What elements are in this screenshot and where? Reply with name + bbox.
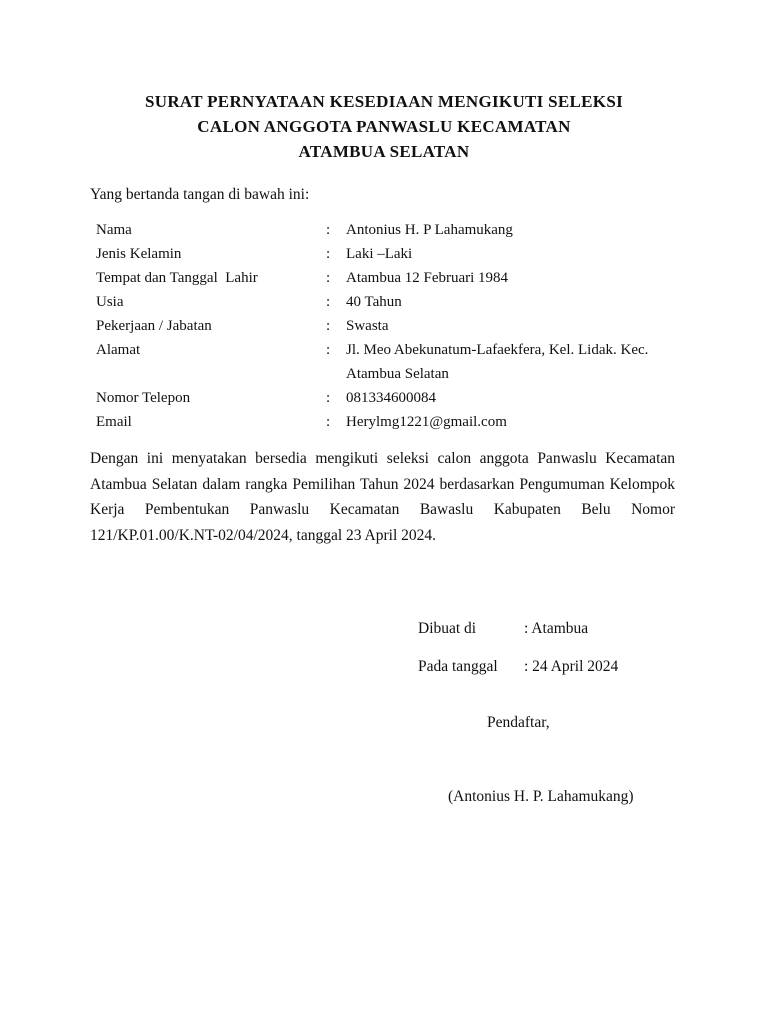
field-value: Antonius H. P Lahamukang bbox=[346, 222, 513, 238]
field-label: Alamat bbox=[96, 342, 141, 358]
field-colon: : bbox=[326, 294, 331, 310]
field-row-pekerjaan bbox=[96, 314, 686, 338]
field-label: Tempat dan Tanggal Lahir bbox=[96, 270, 258, 286]
field-label: Nomor Telepon bbox=[96, 390, 191, 406]
field-row-alamat bbox=[96, 338, 686, 386]
field-label: Jenis Kelamin bbox=[96, 246, 182, 262]
document-title-line-3: ATAMBUA SELATAN bbox=[298, 142, 470, 161]
field-row-jenis-kelamin bbox=[96, 242, 686, 266]
field-colon: : bbox=[326, 246, 331, 262]
date-label: Pada tanggal bbox=[418, 658, 498, 675]
identity-fields bbox=[96, 218, 686, 434]
field-value: 081334600084 bbox=[346, 390, 436, 406]
statement-paragraph: Dengan ini menyatakan bersedia mengikuti seleksi calon anggota Panwaslu Kecamatan Atambua Selatan dalam rangka Pemilihan Tahun 2024 berdasarkan Pengumuman Kelompok Kerja Pembentukan Panwaslu Kecamatan Bawaslu Kabupaten Belu Nomor 121/KP.01.00/K.NT-02/04/2024, tanggal 23 April 2024. bbox=[90, 450, 675, 544]
field-row-email bbox=[96, 410, 686, 434]
field-row-usia bbox=[96, 290, 686, 314]
field-label: Email bbox=[96, 414, 132, 430]
field-colon: : bbox=[326, 390, 331, 406]
place-label: Dibuat di bbox=[418, 620, 477, 637]
field-colon: : bbox=[326, 270, 331, 286]
date-value: : 24 April 2024 bbox=[524, 658, 619, 675]
field-value: Herylmg1221@gmail.com bbox=[346, 414, 507, 430]
field-row-nama bbox=[96, 218, 686, 242]
intro-text: Yang bertanda tangan di bawah ini: bbox=[90, 186, 310, 203]
document-title-line-1: SURAT PERNYATAAN KESEDIAAN MENGIKUTI SELEKSI bbox=[145, 92, 623, 111]
field-value: 40 Tahun bbox=[346, 294, 402, 310]
field-row-nomor-telepon bbox=[96, 386, 686, 410]
field-colon: : bbox=[326, 414, 331, 430]
field-value: Atambua 12 Februari 1984 bbox=[346, 270, 509, 286]
field-colon: : bbox=[326, 222, 331, 238]
field-row-tempat-tanggal-lahir bbox=[96, 266, 686, 290]
field-label: Nama bbox=[96, 222, 132, 238]
place-value: : Atambua bbox=[524, 620, 589, 637]
field-colon: : bbox=[326, 342, 331, 358]
field-label: Usia bbox=[96, 294, 124, 310]
field-value: Laki –Laki bbox=[346, 246, 413, 262]
signer-name: (Antonius H. P. Lahamukang) bbox=[448, 788, 634, 805]
field-value: Jl. Meo Abekunatum-Lafaekfera, Kel. Lidak. Kec. Atambua Selatan bbox=[346, 342, 649, 382]
field-colon: : bbox=[326, 318, 331, 334]
document-title-line-2: CALON ANGGOTA PANWASLU KECAMATAN bbox=[197, 117, 571, 136]
field-label: Pekerjaan / Jabatan bbox=[96, 318, 212, 334]
signer-role: Pendaftar, bbox=[487, 714, 550, 731]
field-value: Swasta bbox=[346, 318, 389, 334]
